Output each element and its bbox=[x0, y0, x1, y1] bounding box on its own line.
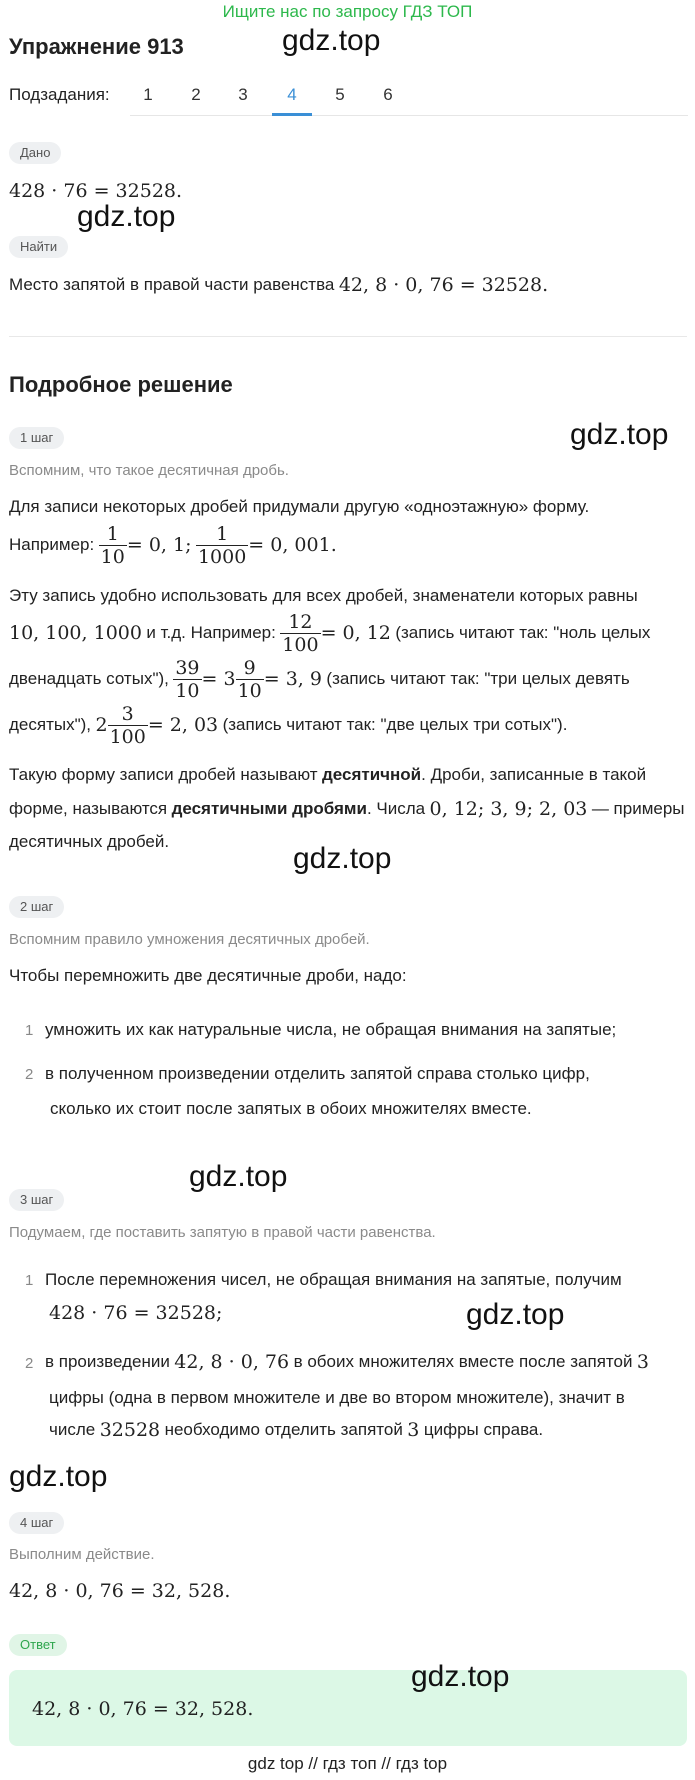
fraction-denominator: 10 bbox=[100, 545, 125, 568]
example-row bbox=[9, 608, 650, 658]
step-1-hint: Вспомним, что такое десятичная дробь. bbox=[9, 462, 289, 479]
answer-expression: 42, 8 · 0, 76 = 32, 528. bbox=[32, 1698, 254, 1720]
list-item-text: необходимо отделить запятой bbox=[164, 1420, 403, 1439]
list-number: 1 bbox=[25, 1022, 34, 1039]
list-number: 2 bbox=[25, 1355, 34, 1372]
fraction-12-100 bbox=[280, 611, 320, 656]
list-item-text: цифры справа. bbox=[423, 1420, 544, 1439]
step-4-hint: Выполним действие. bbox=[9, 1546, 155, 1563]
list-item bbox=[45, 1351, 649, 1373]
search-banner: Ищите нас по запросу ГДЗ ТОП bbox=[222, 2, 473, 21]
fraction-value: = 2, 03 bbox=[147, 714, 219, 736]
watermark: gdz.top bbox=[77, 200, 176, 233]
example-text: и т.д. Например: bbox=[146, 623, 276, 642]
definition-text: . Дроби, записанные в такой bbox=[421, 765, 647, 784]
list-item: в полученном произведении отделить запятой справа столько цифр, bbox=[45, 1064, 590, 1083]
step-2-paragraph: Чтобы перемножить две десятичные дроби, надо: bbox=[9, 966, 407, 985]
definition-term: десятичными дробями bbox=[171, 799, 367, 818]
find-chip: Найти bbox=[9, 236, 68, 258]
fraction-numerator: 39 bbox=[175, 656, 200, 679]
example-label: Например: bbox=[9, 535, 95, 554]
fraction-numerator: 1 bbox=[216, 522, 229, 545]
fraction-9-10 bbox=[236, 657, 264, 702]
step-1-paragraph: Для записи некоторых дробей придумали другую «одноэтажную» форму. bbox=[9, 497, 590, 516]
fraction-value: = 0, 001. bbox=[248, 534, 337, 556]
definition-text: . Числа bbox=[366, 799, 426, 818]
find-row bbox=[9, 274, 548, 296]
list-item-text: в произведении bbox=[45, 1352, 170, 1371]
section-divider bbox=[9, 336, 687, 337]
fraction-denominator: 10 bbox=[175, 679, 200, 702]
tab-subtask-3[interactable]: 3 bbox=[238, 85, 248, 104]
watermark: gdz.top bbox=[282, 24, 381, 57]
tab-subtask-6[interactable]: 6 bbox=[383, 85, 393, 104]
definition-text: форме, называются bbox=[9, 799, 168, 818]
fraction-numerator: 12 bbox=[288, 610, 313, 633]
list-number: 1 bbox=[25, 1272, 34, 1289]
fraction-denominator: 100 bbox=[282, 633, 319, 656]
list-item-math: 3 bbox=[407, 1419, 420, 1441]
watermark: gdz.top bbox=[411, 1660, 510, 1693]
given-expression: 428 · 76 = 32528. bbox=[9, 180, 183, 202]
list-item-math: 3 bbox=[636, 1351, 649, 1373]
list-item-math: 428 · 76 = 32528; bbox=[49, 1302, 223, 1324]
subtasks-label: Подзадания: bbox=[9, 85, 110, 104]
list-item-text: в обоих множителях вместе после запятой bbox=[293, 1352, 633, 1371]
example-text: десятых"), bbox=[9, 715, 92, 734]
step-4-expression: 42, 8 · 0, 76 = 32, 528. bbox=[9, 1580, 231, 1602]
watermark: gdz.top bbox=[9, 1460, 108, 1493]
list-item: умножить их как натуральные числа, не обращая внимания на запятые; bbox=[45, 1020, 617, 1039]
footer-links[interactable]: gdz top // гдз топ // гдз top bbox=[247, 1754, 448, 1773]
step-2-hint: Вспомним правило умножения десятичных дробей. bbox=[9, 931, 370, 948]
mixed-whole: 2 bbox=[95, 714, 108, 736]
fraction-denominator: 10 bbox=[237, 679, 262, 702]
fraction-1-10 bbox=[99, 523, 127, 568]
solution-title: Подробное решение bbox=[9, 372, 233, 397]
step-3-hint: Подумаем, где поставить запятую в правой части равенства. bbox=[9, 1224, 436, 1241]
watermark: gdz.top bbox=[570, 418, 669, 451]
list-item-continuation bbox=[49, 1419, 543, 1441]
step-2-chip: 2 шаг bbox=[9, 896, 64, 918]
step-1-chip: 1 шаг bbox=[9, 427, 64, 449]
active-tab-indicator bbox=[272, 113, 312, 116]
list-item-math: 42, 8 · 0, 76 bbox=[174, 1351, 290, 1373]
given-chip: Дано bbox=[9, 142, 61, 164]
definition-row bbox=[9, 798, 685, 820]
definition-row bbox=[9, 765, 646, 785]
definition-term: десятичной bbox=[321, 765, 422, 784]
find-text: Место запятой в правой части равенства bbox=[9, 275, 335, 294]
examples-math: 0, 12; 3, 9; 2, 03 bbox=[429, 798, 588, 820]
list-item-text: числе bbox=[49, 1420, 96, 1439]
step-3-chip: 3 шаг bbox=[9, 1189, 64, 1211]
fraction-1-1000 bbox=[196, 523, 248, 568]
list-number: 2 bbox=[25, 1066, 34, 1083]
tabs-divider bbox=[130, 115, 688, 116]
example-row bbox=[9, 700, 567, 750]
step-1-paragraph: Эту запись удобно использовать для всех дробей, знаменатели которых равны bbox=[9, 586, 638, 605]
fraction-value: = 3, 9 bbox=[263, 668, 322, 690]
list-item-continuation: цифры (одна в первом множителе и две во втором множителе), значит в bbox=[49, 1388, 625, 1407]
denominators-math: 10, 100, 1000 bbox=[9, 622, 142, 644]
fraction-denominator: 1000 bbox=[197, 545, 247, 568]
page-title: Упражнение 913 bbox=[9, 34, 184, 59]
definition-text: — примеры bbox=[591, 799, 685, 818]
fraction-denominator: 100 bbox=[109, 725, 146, 748]
example-note: (запись читают так: "три целых девять bbox=[326, 669, 630, 688]
example-row bbox=[9, 654, 630, 704]
fraction-value: = 3 bbox=[201, 668, 236, 690]
watermark: gdz.top bbox=[466, 1298, 565, 1331]
fraction-3-100 bbox=[108, 703, 148, 748]
step-4-chip: 4 шаг bbox=[9, 1512, 64, 1534]
watermark: gdz.top bbox=[293, 842, 392, 875]
example-note: (запись читают так: "две целых три сотых"). bbox=[222, 715, 568, 734]
fraction-numerator: 3 bbox=[121, 702, 134, 725]
fraction-39-10 bbox=[173, 657, 201, 702]
tab-subtask-4[interactable]: 4 bbox=[287, 85, 297, 104]
fraction-value: = 0, 12 bbox=[320, 622, 391, 644]
example-note: (запись читают так: "ноль целых bbox=[395, 623, 651, 642]
example-row bbox=[9, 520, 337, 570]
tab-subtask-2[interactable]: 2 bbox=[191, 85, 201, 104]
fraction-value: = 0, 1; bbox=[126, 534, 192, 556]
definition-text: Такую форму записи дробей называют bbox=[9, 765, 318, 784]
answer-chip: Ответ bbox=[9, 1634, 67, 1656]
example-text: двенадцать сотых"), bbox=[9, 669, 169, 688]
watermark: gdz.top bbox=[189, 1160, 288, 1193]
list-item-math: 32528 bbox=[99, 1419, 161, 1441]
list-item-continuation: сколько их стоит после запятых в обоих множителях вместе. bbox=[50, 1099, 532, 1118]
fraction-numerator: 9 bbox=[243, 656, 256, 679]
definition-text: десятичных дробей. bbox=[9, 832, 170, 851]
find-expression: 42, 8 · 0, 76 = 32528. bbox=[338, 274, 549, 296]
list-item: После перемножения чисел, не обращая внимания на запятые, получим bbox=[45, 1270, 622, 1289]
tab-subtask-5[interactable]: 5 bbox=[335, 85, 345, 104]
fraction-numerator: 1 bbox=[106, 522, 119, 545]
tab-subtask-1[interactable]: 1 bbox=[143, 85, 153, 104]
